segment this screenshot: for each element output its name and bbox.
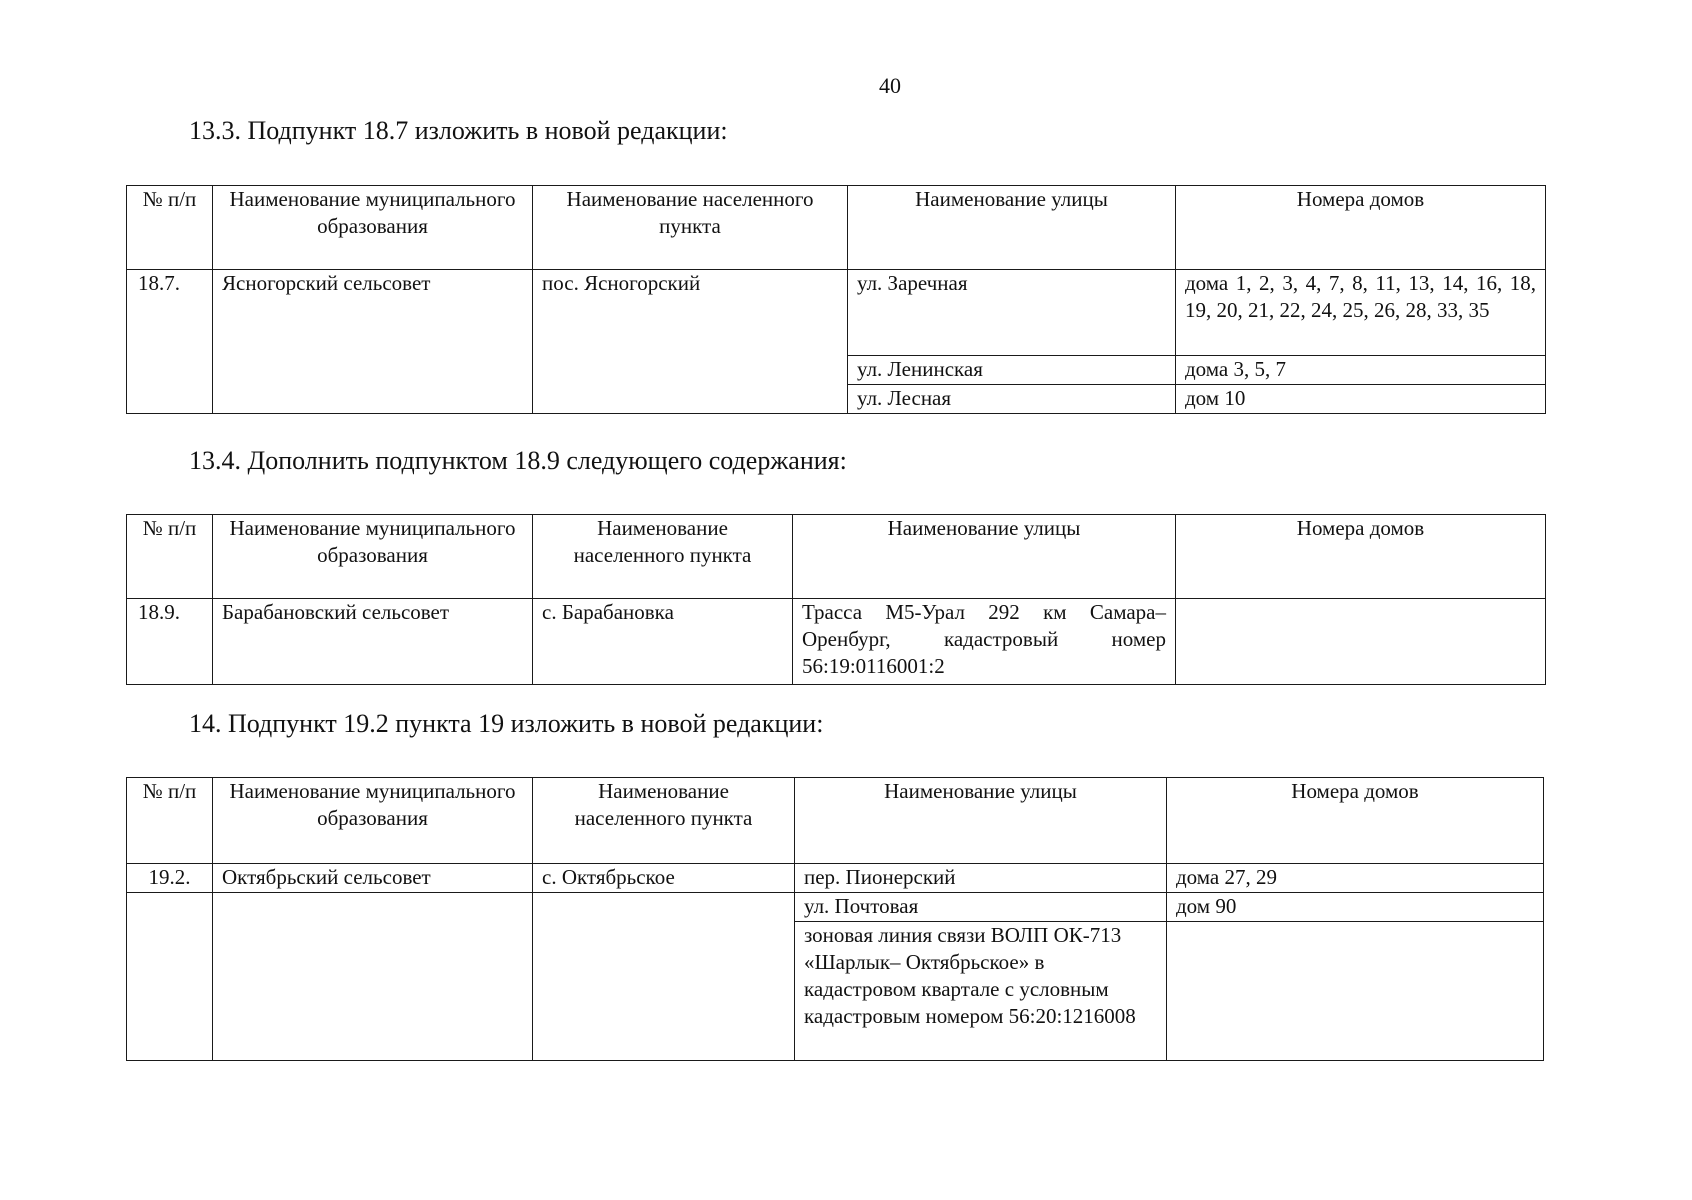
header-municipality: Наименование муниципального образования (213, 778, 533, 864)
table-14 (126, 777, 1544, 1061)
municipality-cell: Ясногорский сельсовет (213, 270, 533, 414)
street-cell: ул. Ленинская (848, 356, 1176, 385)
table-row (127, 864, 1544, 893)
header-street: Наименование улицы (793, 515, 1176, 599)
header-houses: Номера домов (1167, 778, 1544, 864)
section-heading-14: 14. Подпункт 19.2 пункта 19 изложить в новой редакции: (189, 709, 824, 738)
street-cell: ул. Заречная (848, 270, 1176, 356)
houses-cell: дом 90 (1167, 893, 1544, 922)
settlement-cell: с. Октябрьское (533, 864, 795, 893)
header-settlement: Наименование населенного пункта (533, 186, 848, 270)
header-num: № п/п (127, 778, 213, 864)
header-num: № п/п (127, 515, 213, 599)
header-houses: Номера домов (1176, 186, 1546, 270)
street-cell: ул. Лесная (848, 385, 1176, 414)
street-cell: зоновая линия связи ВОЛП ОК-713 «Шарлык– Октябрьское» в кадастровом квартале с условным кадастровым номером 56:20:1216008 (795, 922, 1167, 1061)
table-13-4 (126, 514, 1546, 685)
row-number: 18.9. (127, 599, 213, 685)
section-heading-13-3: 13.3. Подпункт 18.7 изложить в новой редакции: (189, 116, 728, 145)
header-street: Наименование улицы (848, 186, 1176, 270)
header-municipality: Наименование муниципального образования (213, 515, 533, 599)
municipality-cell: Барабановский сельсовет (213, 599, 533, 685)
table-row (127, 599, 1546, 685)
header-num: № п/п (127, 186, 213, 270)
table-row (127, 893, 1544, 922)
table-header-row (127, 778, 1544, 864)
houses-cell: дома 27, 29 (1167, 864, 1544, 893)
settlement-cell: пос. Ясногорский (533, 270, 848, 414)
table-header-row (127, 186, 1546, 270)
table-row (127, 270, 1546, 356)
row-number: 18.7. (127, 270, 213, 414)
municipality-cell: Октябрьский сельсовет (213, 864, 533, 893)
street-cell: ул. Почтовая (795, 893, 1167, 922)
row-number-empty (127, 893, 213, 1061)
header-municipality: Наименование муниципального образования (213, 186, 533, 270)
table-header-row (127, 515, 1546, 599)
street-cell: пер. Пионерский (795, 864, 1167, 893)
header-houses: Номера домов (1176, 515, 1546, 599)
street-cell: Трасса М5-Урал 292 км Самара–Оренбург, кадастровый номер 56:19:0116001:2 (793, 599, 1176, 685)
row-number: 19.2. (127, 864, 213, 893)
houses-cell: дома 1, 2, 3, 4, 7, 8, 11, 13, 14, 16, 18, 19, 20, 21, 22, 24, 25, 26, 28, 33, 35 (1176, 270, 1546, 356)
municipality-cell-empty (213, 893, 533, 1061)
settlement-cell-empty (533, 893, 795, 1061)
section-heading-13-4: 13.4. Дополнить подпунктом 18.9 следующего содержания: (189, 446, 847, 475)
houses-cell: дома 3, 5, 7 (1176, 356, 1546, 385)
houses-cell: дом 10 (1176, 385, 1546, 414)
houses-cell (1167, 922, 1544, 1061)
houses-cell (1176, 599, 1546, 685)
table-13-3 (126, 185, 1546, 414)
header-settlement: Наименование населенного пункта (533, 778, 795, 864)
page-number: 40 (879, 73, 901, 98)
header-street: Наименование улицы (795, 778, 1167, 864)
header-settlement: Наименование населенного пункта (533, 515, 793, 599)
settlement-cell: с. Барабановка (533, 599, 793, 685)
